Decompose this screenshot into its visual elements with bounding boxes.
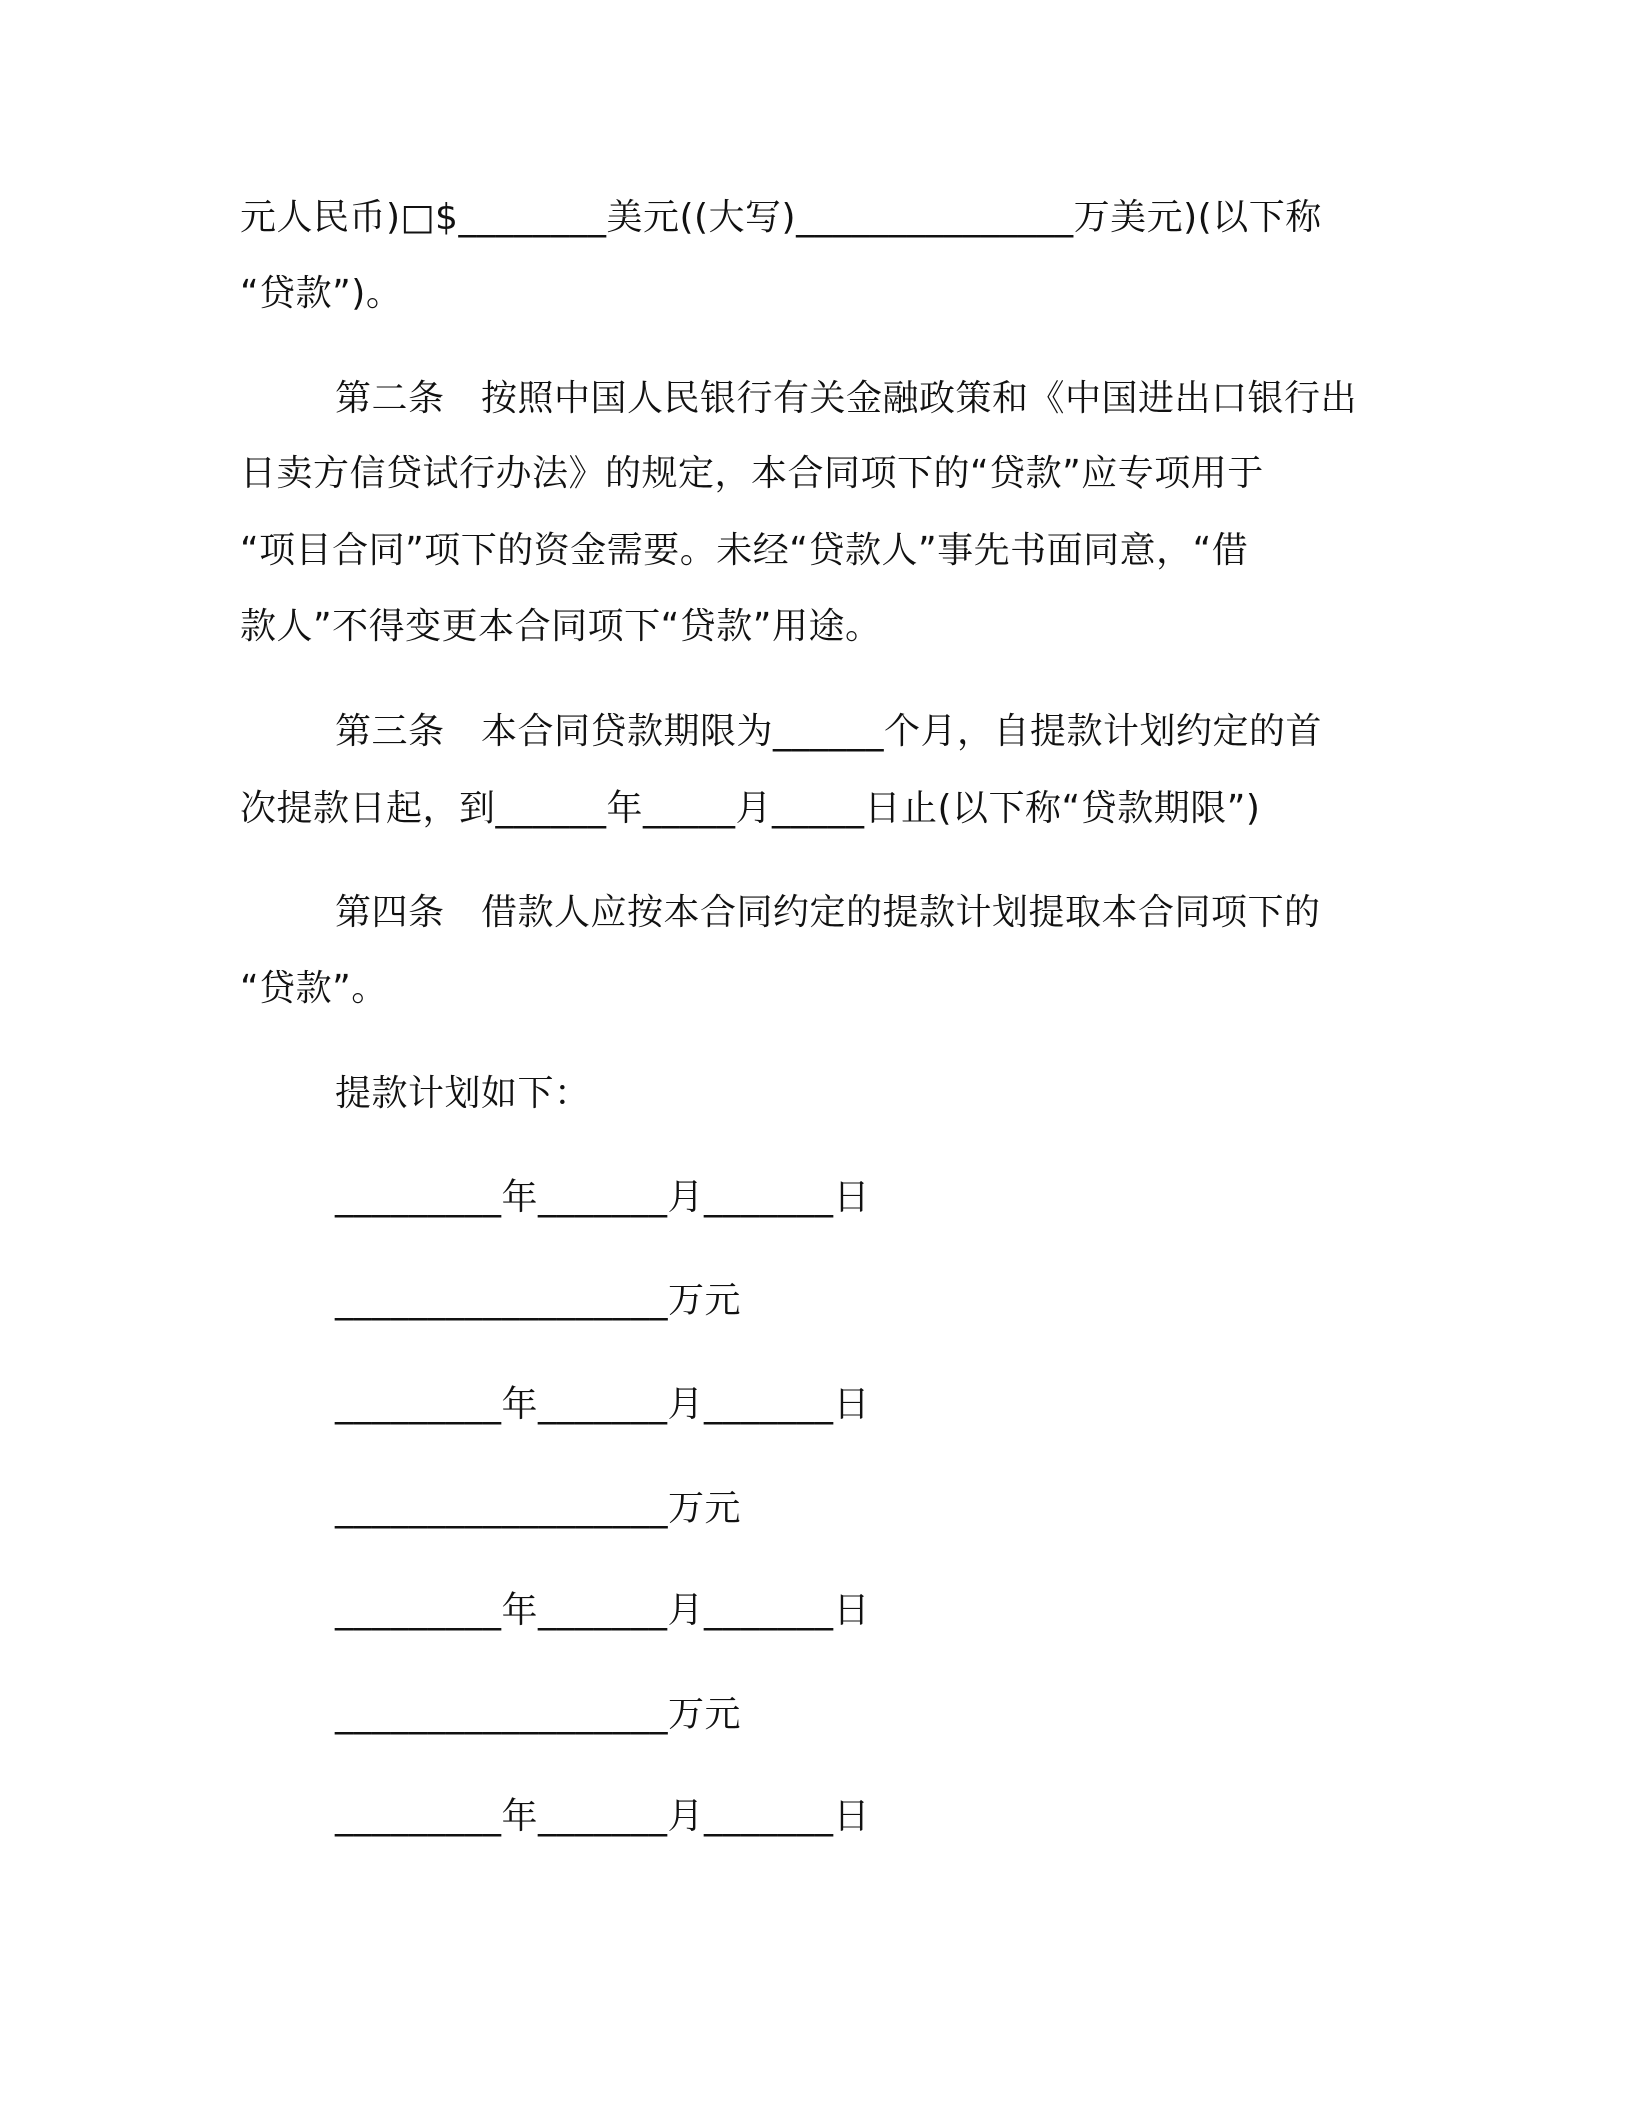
plan-date-line: _________年_______月_______日 bbox=[335, 1590, 870, 1631]
text-line: “贷款”)。 bbox=[240, 273, 403, 314]
text-line: 款人”不得变更本合同项下“贷款”用途。 bbox=[240, 606, 882, 647]
plan-amount-line: __________________万元 bbox=[335, 1280, 742, 1321]
text-line: 次提款日起，到______年_____月_____日止(以下称“贷款期限”) bbox=[240, 788, 1261, 829]
article-4-heading-line: 第四条 借款人应按本合同约定的提款计划提取本合同项下的 bbox=[335, 892, 1321, 933]
article-2-heading-line: 第二条 按照中国人民银行有关金融政策和《中国进出口银行出 bbox=[335, 378, 1358, 419]
plan-amount-line: __________________万元 bbox=[335, 1694, 742, 1735]
text-line: “项目合同”项下的资金需要。未经“贷款人”事先书面同意，“借 bbox=[240, 530, 1249, 571]
text-line: 日卖方信贷试行办法》的规定，本合同项下的“贷款”应专项用于 bbox=[240, 453, 1264, 494]
text-line: “贷款”。 bbox=[240, 968, 388, 1009]
text-line: 元人民币)□$________美元((大写)_______________万美元)(以下称 bbox=[240, 197, 1322, 238]
plan-date-line: _________年_______月_______日 bbox=[335, 1384, 870, 1425]
plan-date-line: _________年_______月_______日 bbox=[335, 1796, 870, 1837]
plan-amount-line: __________________万元 bbox=[335, 1488, 742, 1529]
plan-date-line: _________年_______月_______日 bbox=[335, 1177, 870, 1218]
withdrawal-plan-heading: 提款计划如下： bbox=[335, 1073, 591, 1114]
article-3-heading-line: 第三条 本合同贷款期限为______个月，自提款计划约定的首 bbox=[335, 711, 1323, 752]
